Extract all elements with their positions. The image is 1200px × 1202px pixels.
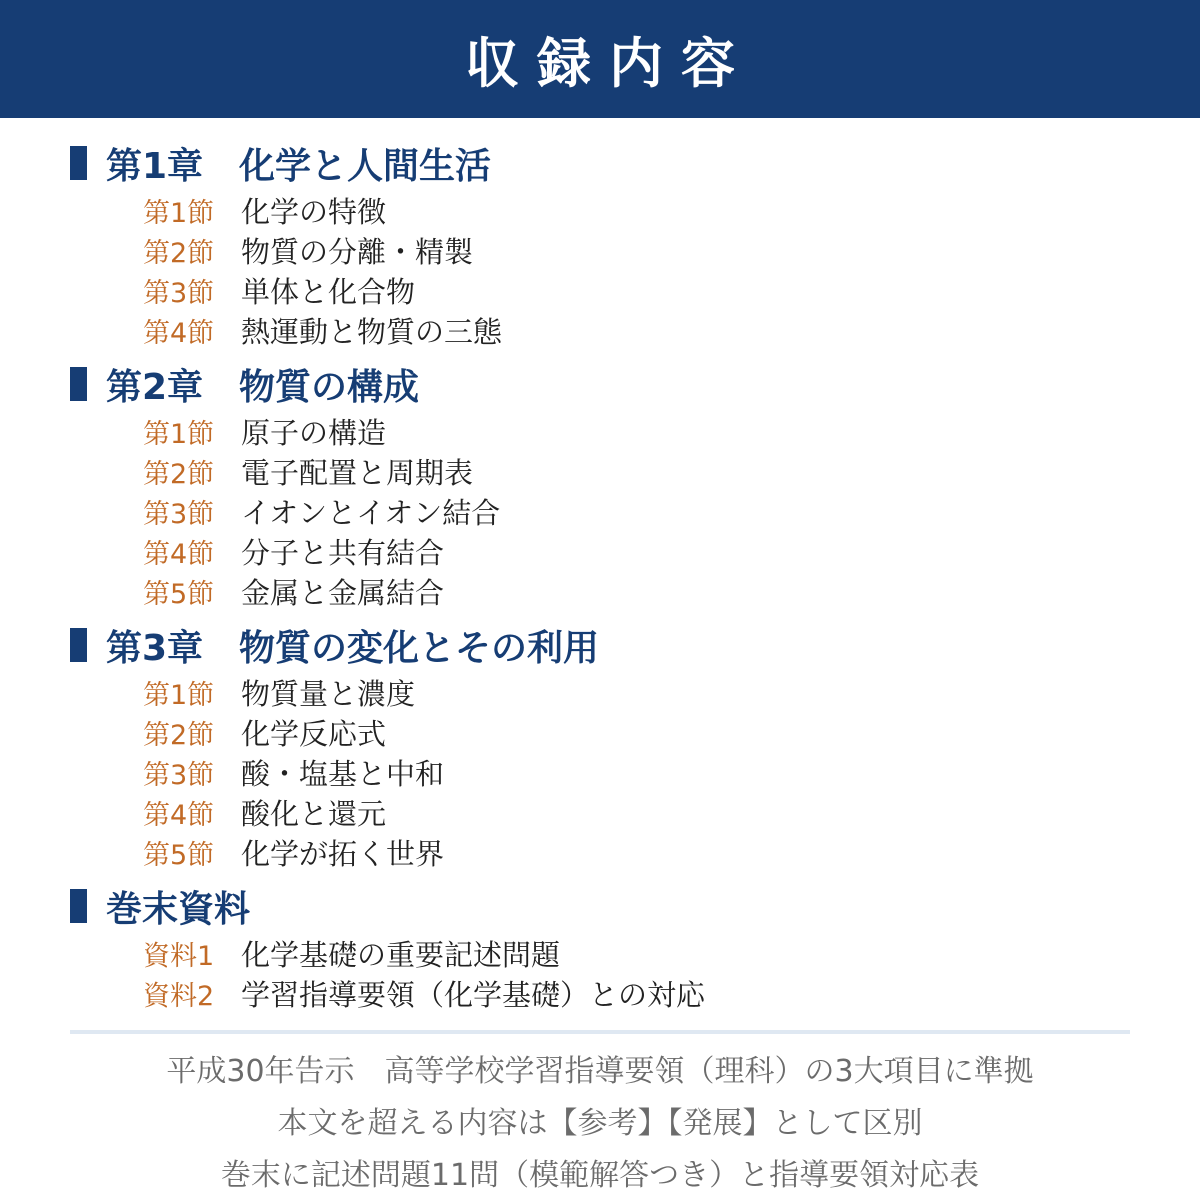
section-number: 第4節 xyxy=(143,538,215,570)
chapter-title: 第2章 物質の構成 xyxy=(106,366,420,408)
section-title: 化学が拓く世界 xyxy=(241,836,445,871)
section-number: 第3節 xyxy=(143,498,215,530)
chapter-1 xyxy=(70,136,1160,350)
page-title: 収録内容 xyxy=(465,31,753,95)
section-title: イオンとイオン結合 xyxy=(241,495,501,530)
chapter-marker-bar xyxy=(70,889,87,923)
section-item xyxy=(70,451,1160,491)
feature-notes xyxy=(0,1046,1200,1202)
section-number: 第1節 xyxy=(143,679,215,711)
section-item xyxy=(70,491,1160,531)
section-item xyxy=(70,531,1160,571)
section-title: 物質の分離・精製 xyxy=(241,234,474,269)
section-item xyxy=(70,230,1160,270)
section-title: 酸・塩基と中和 xyxy=(241,756,445,791)
chapter-3 xyxy=(70,618,1160,872)
chapter-marker-bar xyxy=(70,628,87,662)
section-title: 学習指導要領（化学基礎）との対応 xyxy=(241,977,706,1012)
section-title: 酸化と還元 xyxy=(241,796,387,831)
section-item xyxy=(70,310,1160,350)
chapter-appendix xyxy=(70,879,1160,1013)
section-title: 化学の特徴 xyxy=(241,194,387,229)
section-number: 第3節 xyxy=(143,759,215,791)
section-item xyxy=(70,832,1160,872)
section-number: 第1節 xyxy=(143,197,215,229)
section-item xyxy=(70,973,1160,1013)
section-title: 単体と化合物 xyxy=(241,274,416,309)
section-item xyxy=(70,712,1160,752)
section-number: 第2節 xyxy=(143,719,215,751)
chapter-title: 第3章 物質の変化とその利用 xyxy=(106,627,600,669)
section-item xyxy=(70,270,1160,310)
section-number: 第3節 xyxy=(143,277,215,309)
chapter-title: 第1章 化学と人間生活 xyxy=(106,145,492,187)
chapter-2 xyxy=(70,357,1160,611)
section-number: 第2節 xyxy=(143,237,215,269)
section-item xyxy=(70,792,1160,832)
section-title: 金属と金属結合 xyxy=(241,575,445,610)
section-number: 資料2 xyxy=(143,980,215,1012)
section-item xyxy=(70,571,1160,611)
section-title: 分子と共有結合 xyxy=(241,535,445,570)
section-number: 資料1 xyxy=(143,940,215,972)
note-line: 本文を超える内容は【参考】【発展】として区別 xyxy=(277,1106,923,1141)
divider xyxy=(70,1030,1130,1034)
section-title: 熱運動と物質の三態 xyxy=(241,314,503,349)
section-item xyxy=(70,672,1160,712)
table-of-contents xyxy=(70,136,1160,1013)
header-banner xyxy=(0,0,1200,118)
chapter-heading xyxy=(70,136,1160,190)
section-number: 第2節 xyxy=(143,458,215,490)
section-title: 物質量と濃度 xyxy=(241,676,416,711)
section-item xyxy=(70,190,1160,230)
section-number: 第4節 xyxy=(143,799,215,831)
chapter-heading xyxy=(70,879,1160,933)
note-line: 平成30年告示 高等学校学習指導要領（理科）の3大項目に準拠 xyxy=(166,1054,1034,1089)
section-number: 第5節 xyxy=(143,839,215,871)
section-title: 原子の構造 xyxy=(241,415,387,450)
section-item xyxy=(70,752,1160,792)
section-number: 第4節 xyxy=(143,317,215,349)
section-title: 化学反応式 xyxy=(241,716,387,751)
chapter-marker-bar xyxy=(70,367,87,401)
section-title: 電子配置と周期表 xyxy=(241,455,474,490)
section-number: 第5節 xyxy=(143,578,215,610)
chapter-title: 巻末資料 xyxy=(106,888,251,930)
section-title: 化学基礎の重要記述問題 xyxy=(241,937,561,972)
section-number: 第1節 xyxy=(143,418,215,450)
chapter-heading xyxy=(70,618,1160,672)
section-item xyxy=(70,933,1160,973)
chapter-marker-bar xyxy=(70,146,87,180)
section-item xyxy=(70,411,1160,451)
chapter-heading xyxy=(70,357,1160,411)
note-line: 巻末に記述問題11問（模範解答つき）と指導要領対応表 xyxy=(220,1158,980,1193)
